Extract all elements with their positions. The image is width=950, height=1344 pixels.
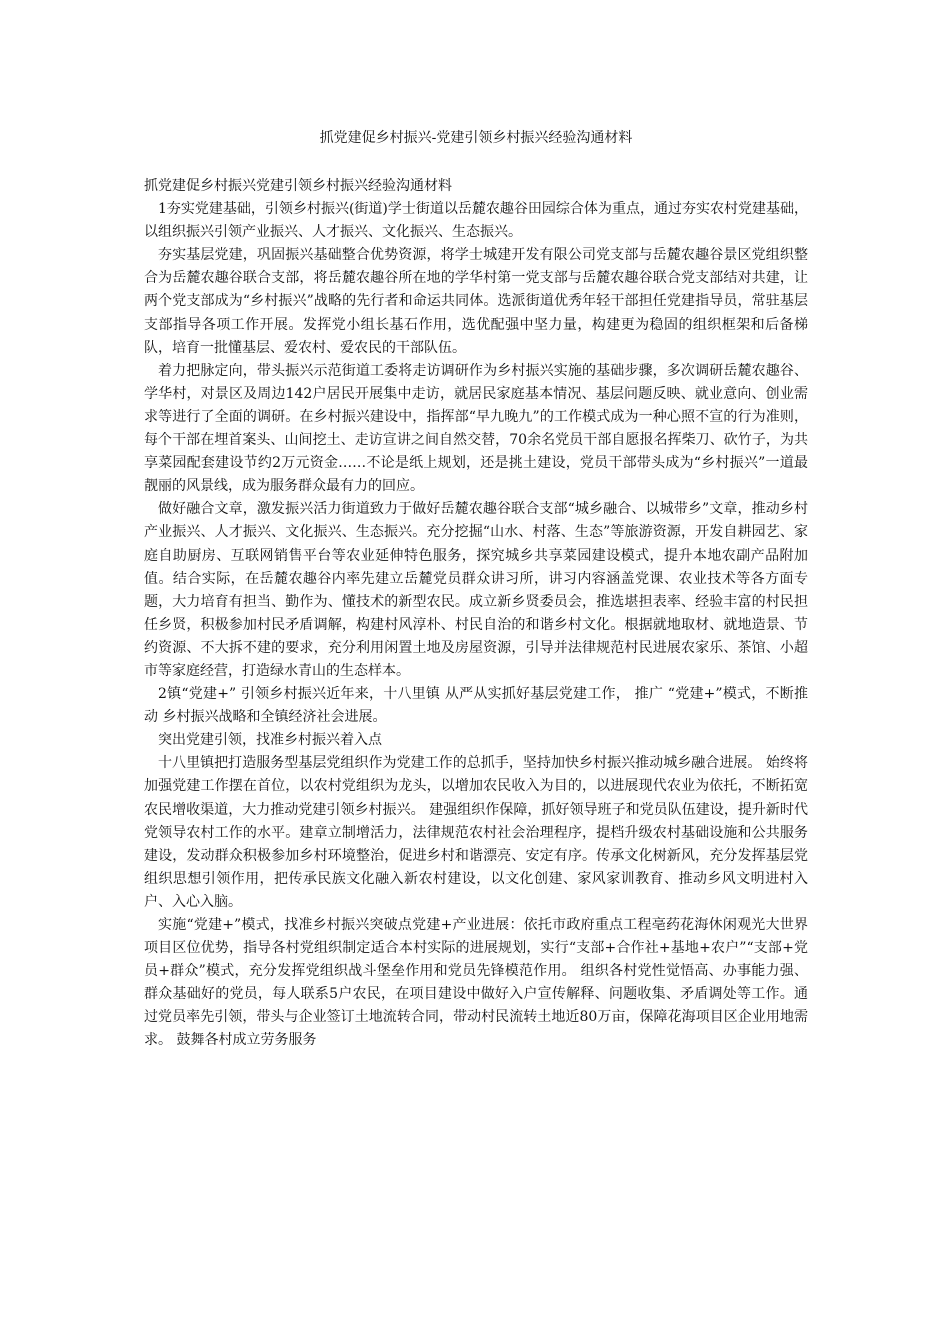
paragraph-5: 2镇“党建+” 引领乡村振兴近年来，十八里镇 从严从实抓好基层党建工作， 推广 “党建+”模式，不断推动 乡村振兴战略和全镇经济社会进展。 bbox=[144, 686, 808, 726]
paragraph-2: 夯实基层党建，巩固振兴基础整合优势资源，将学士城建开发有限公司党支部与岳麓农趣谷景区党组织整合为岳麓农趣谷联合支部，将岳麓农趣谷所在地的学华村第一党支部与岳麓农趣谷联合党支部结对共建，让两个党支部成为“乡村振兴”战略的先行者和命运共同体。选派街道优秀年轻干部担任党建指导员，常驻基层支部指导各项工作开展。发挥党小组长基石作用，选优配强中坚力量，构建更为稳固的组织框架和后备梯队，培育一批懂基层、爱农村、爱农民的干部队伍。 bbox=[144, 247, 808, 356]
document-subtitle: 抓党建促乡村振兴党建引领乡村振兴经验沟通材料 bbox=[144, 178, 452, 194]
paragraph-4: 做好融合文章，激发振兴活力街道致力于做好岳麓农趣谷联合支部“城乡融合、以城带乡”文章，推动乡村产业振兴、人才振兴、文化振兴、生态振兴。充分挖掘“山水、村落、生态”等旅游资源，开发自耕园艺、家庭自助厨房、互联网销售平台等农业延伸特色服务，探究城乡共享菜园建设模式，提升本地农副产品附加值。结合实际，在岳麓农趣谷内率先建立岳麓党员群众讲习所，讲习内容涵盖党课、农业技术等各方面专题，大力培育有担当、勤作为、懂技术的新型农民。成立新乡贤委员会，推选堪担表率、经验丰富的村民担任乡贤，积极参加村民矛盾调解，构建村风淳朴、村民自治的和谐乡村文化。根据就地取材、就地造景、节约资源、不大拆不建的要求，充分利用闲置土地及房屋资源，引导并法律规范村民进展农家乐、茶馆、小超市等家庭经营，打造绿水青山的生态样本。 bbox=[144, 501, 808, 679]
paragraph-1: 1夯实党建基础，引领乡村振兴(街道)学士街道以岳麓农趣谷田园综合体为重点，通过夯实农村党建基础，以组织振兴引领产业振兴、人才振兴、文化振兴、生态振兴。 bbox=[144, 201, 808, 241]
document-body bbox=[144, 175, 808, 1053]
paragraph-8: 实施“党建+”模式，找准乡村振兴突破点党建+产业进展：依托市政府重点工程亳药花海休闲观光大世界项目区位优势，指导各村党组织制定适合本村实际的进展规划，实行“支部+合作社+基地+农户”“支部+党员+群众”模式，充分发挥党组织战斗堡垒作用和党员先锋模范作用。 组织各村党性觉悟高、办事能力强、群众基础好的党员，每人联系5户农民，在项目建设中做好入户宣传解释、问题收集、矛盾调处等工作。通过党员率先引领，带头与企业签订土地流转合同，带动村民流转土地近80万亩，保障花海项目区企业用地需求。 鼓舞各村成立劳务服务 bbox=[144, 917, 808, 1049]
paragraph-6-heading: 突出党建引领，找准乡村振兴着入点 bbox=[158, 732, 382, 749]
document-title: 抓党建促乡村振兴-党建引领乡村振兴经验沟通材料 bbox=[319, 130, 633, 146]
paragraph-7: 十八里镇把打造服务型基层党组织作为党建工作的总抓手，坚持加快乡村振兴推动城乡融合进展。 始终将加强党建工作摆在首位，以农村党组织为龙头，以增加农民收入为目的，以进展现代农业为依托，不断拓宽农民增收渠道，大力推动党建引领乡村振兴。 建强组织作保障，抓好领导班子和党员队伍建设，提升新时代党领导农村工作的水平。建章立制增活力，法律规范农村社会治理程序，提档升级农村基础设施和公共服务建设，发动群众积极参加乡村环境整治，促进乡村和谐漂亮、安定有序。传承文化树新风，充分发挥基层党组织思想引领作用，把传承民族文化融入新农村建设，以文化创建、家风家训教育、推动乡风文明进村入户、入心入脑。 bbox=[144, 755, 808, 910]
paragraph-3: 着力把脉定向，带头振兴示范街道工委将走访调研作为乡村振兴实施的基础步骤，多次调研岳麓农趣谷、学华村，对景区及周边142户居民开展集中走访，就居民家庭基本情况、基层问题反映、就业意向、创业需求等进行了全面的调研。在乡村振兴建设中，指挥部“早九晚九”的工作模式成为一种心照不宣的行为准则，每个干部在埋首案头、山间挖土、走访宣讲之间自然交替，70余名党员干部自愿报名挥柴刀、砍竹子，为共享菜园配套建设节约2万元资金……不论是纸上规划，还是挑土建设，党员干部带头成为“乡村振兴”一道最靓丽的风景线，成为服务群众最有力的回应。 bbox=[144, 362, 808, 495]
